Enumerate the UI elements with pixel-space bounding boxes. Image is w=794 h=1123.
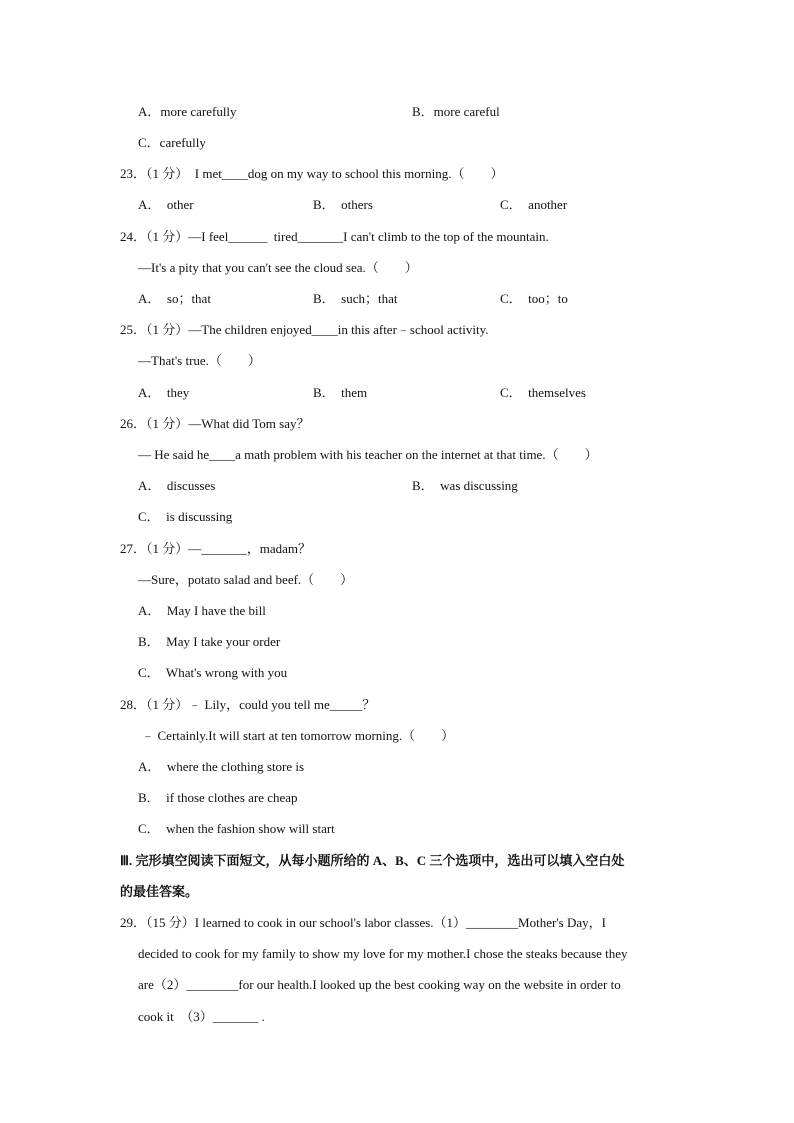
q27-option-b[interactable]: B． May I take your order [138,634,281,649]
q26-option-b[interactable]: B． was discussing [412,478,518,493]
q28-stem: 28．（1 分）﹣ Lily，could you tell me_____？ [120,697,376,712]
q24-stem: 24．（1 分）—I feel______ tired_______I can't climb to the top of the mountain. [120,229,549,244]
q29-passage-line1: 29．（15 分）I learned to cook in our school's labor classes.（1）________Mother's Day，I [120,915,606,930]
q27-option-a[interactable]: A． May I have the bill [138,603,266,618]
q29-passage-line4: cook it （3）_______ . [138,1009,265,1024]
q25-option-a[interactable]: A． they [138,385,190,400]
q28-option-a[interactable]: A． where the clothing store is [138,759,305,774]
q29-passage-line2: decided to cook for my family to show my love for my mother.I chose the steaks because they [138,946,628,961]
q27-line2: —Sure，potato salad and beef.（ ） [138,572,354,587]
q25-line2: —That's true.（ ） [138,353,261,368]
section-heading-cont: 的最佳答案。 [120,884,199,899]
q23-option-c[interactable]: C． another [500,197,568,212]
q25-option-c[interactable]: C． themselves [500,385,586,400]
q25-stem: 25．（1 分）—The children enjoyed____in this after﹣school activity. [120,322,489,337]
q23-stem: 23．（1 分） I met____dog on my way to school this morning.（ ） [120,166,504,181]
q26-line2: — He said he____a math problem with his teacher on the internet at that time.（ ） [138,447,598,462]
q23-option-b[interactable]: B． others [313,197,373,212]
q24-option-c[interactable]: C． too；to [500,291,568,306]
q26-option-a[interactable]: A． discusses [138,478,216,493]
q26-option-c[interactable]: C． is discussing [138,509,233,524]
q24-option-b[interactable]: B． such；that [313,291,398,306]
q22-option-c[interactable]: C．carefully [138,135,206,150]
q28-option-b[interactable]: B． if those clothes are cheap [138,790,298,805]
q26-stem: 26．（1 分）—What did Tom say？ [120,416,310,431]
q28-line2: ﹣ Certainly.It will start at ten tomorrow morning.（ ） [138,728,455,743]
q25-option-b[interactable]: B． them [313,385,368,400]
q22-option-a[interactable]: A．more carefully [138,104,237,119]
section-heading: Ⅲ. 完形填空阅读下面短文，从每小题所给的 A、B、C 三个选项中，选出可以填入空白处 [120,853,625,868]
q27-stem: 27．（1 分）—_______，madam？ [120,541,312,556]
q28-option-c[interactable]: C． when the fashion show will start [138,821,335,836]
q27-option-c[interactable]: C． What's wrong with you [138,665,288,680]
q23-option-a[interactable]: A． other [138,197,194,212]
q24-line2: —It's a pity that you can't see the cloud sea.（ ） [138,260,418,275]
q24-option-a[interactable]: A． so；that [138,291,211,306]
q29-passage-line3: are（2）________for our health.I looked up the best cooking way on the website in order to [138,977,621,992]
q22-option-b[interactable]: B．more careful [412,104,500,119]
